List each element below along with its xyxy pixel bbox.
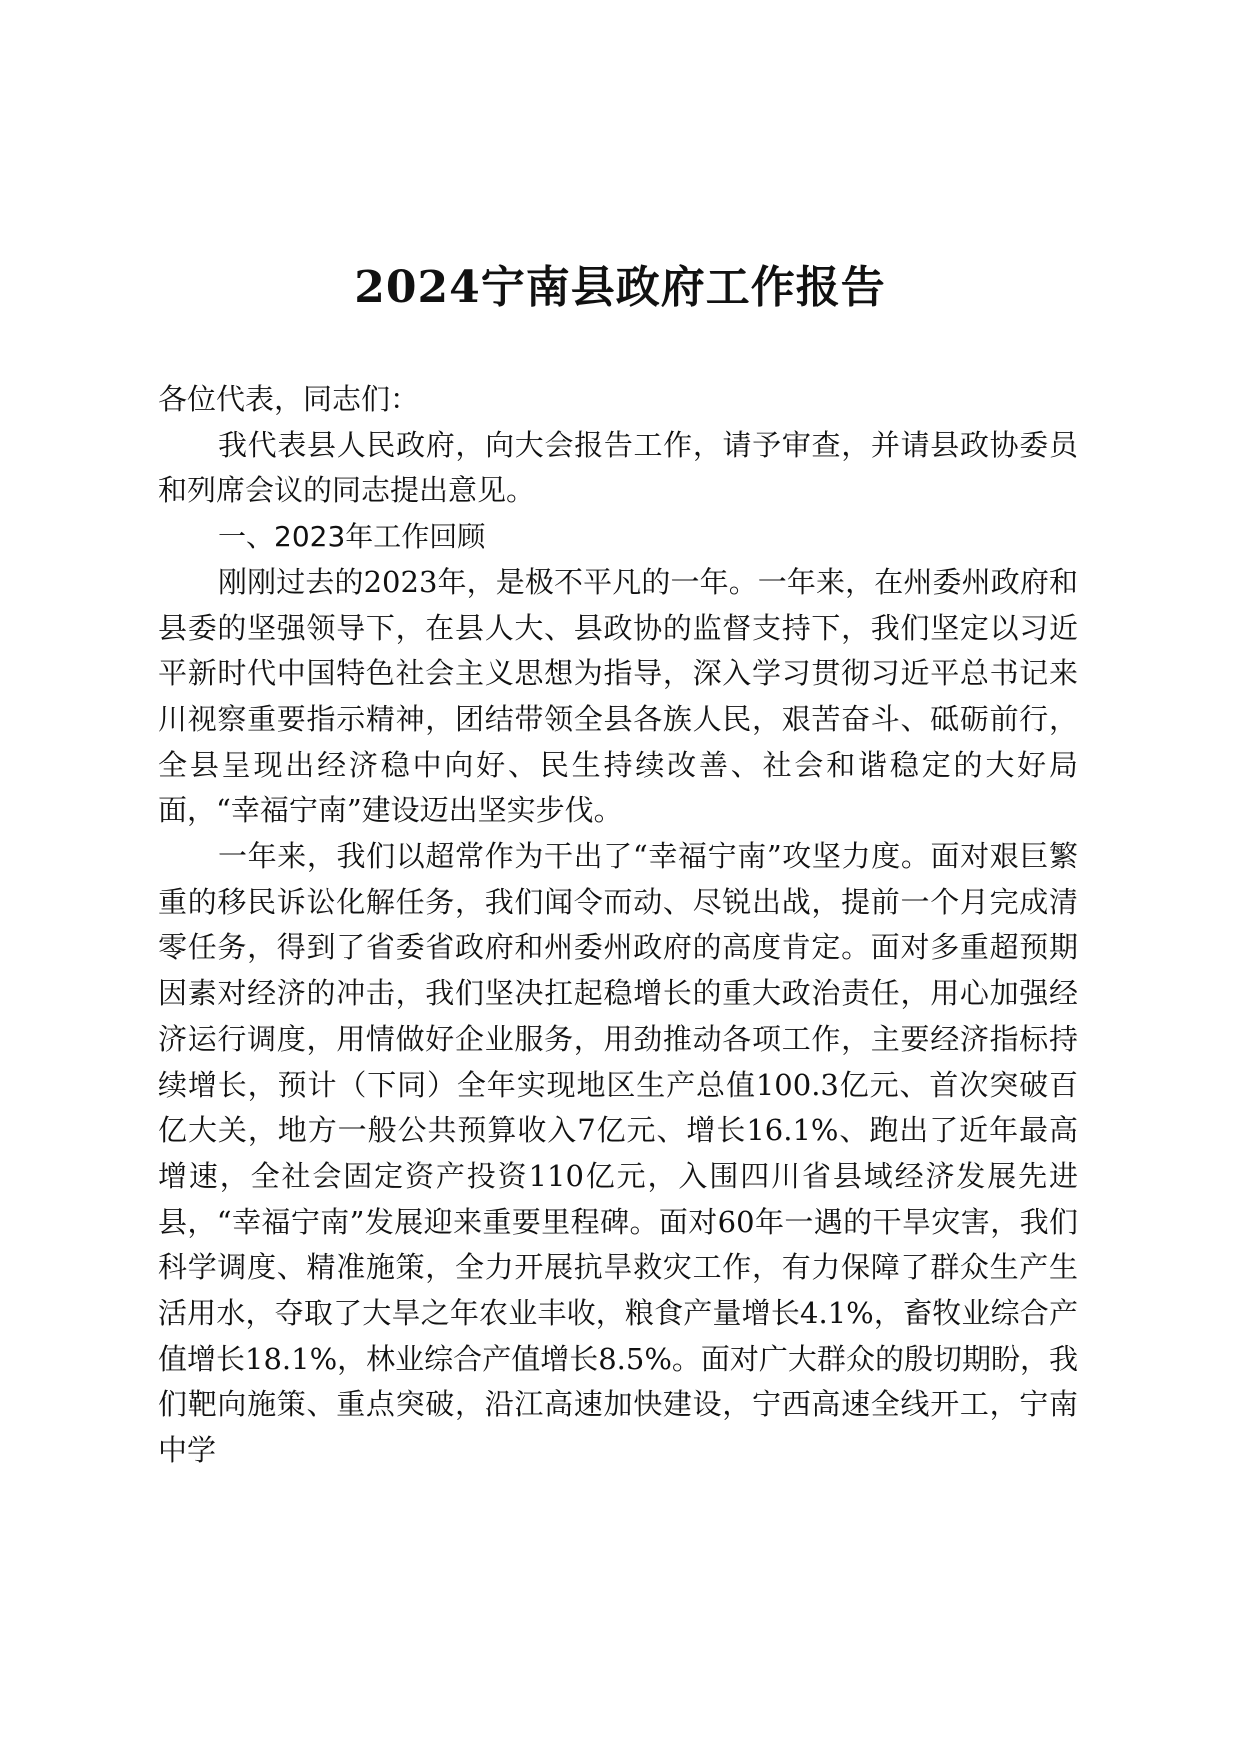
document-body: [158, 377, 1078, 1474]
salutation: 各位代表，同志们：: [158, 382, 420, 416]
paragraph-intro: 我代表县人民政府，向大会报告工作，请予审查，并请县政协委员和列席会议的同志提出意见。: [158, 427, 1078, 508]
document-title: 2024宁南县政府工作报告: [354, 262, 886, 313]
paragraph-review-summary: 刚刚过去的2023年，是极不平凡的一年。一年来，在州委州政府和县委的坚强领导下，在县人大、县政协的监督支持下，我们坚定以习近平新时代中国特色社会主义思想为指导，深入学习贯彻习近平总书记来川视察重要指示精神，团结带领全县各族人民，艰苦奋斗、砥砺前行，全县呈现出经济稳中向好、民生持续改善、社会和谐稳定的大好局面，“幸福宁南”建设迈出坚实步伐。: [158, 564, 1078, 828]
section-heading: 一、2023年工作回顾: [218, 520, 486, 554]
paragraph-review-detail: 一年来，我们以超常作为干出了“幸福宁南”攻坚力度。面对艰巨繁重的移民诉讼化解任务，我们闻令而动、尽锐出战，提前一个月完成清零任务，得到了省委省政府和州委州政府的高度肯定。面对多重超预期因素对经济的冲击，我们坚决扛起稳增长的重大政治责任，用心加强经济运行调度，用情做好企业服务，用劲推动各项工作，主要经济指标持续增长，预计（下同）全年实现地区生产总值100.3亿元、首次突破百亿大关，地方一般公共预算收入7亿元、增长16.1%、跑出了近年最高增速，全社会固定资产投资110亿元，入围四川省县域经济发展先进县，“幸福宁南”发展迎来重要里程碑。面对60年一遇的干旱灾害，我们科学调度、精准施策，全力开展抗旱救灾工作，有力保障了群众生产生活用水，夺取了大旱之年农业丰收，粮食产量增长4.1%，畜牧业综合产值增长18.1%，林业综合产值增长8.5%。面对广大群众的殷切期盼，我们靶向施策、重点突破，沿江高速加快建设，宁西高速全线开工，宁南中学: [158, 839, 1078, 1468]
